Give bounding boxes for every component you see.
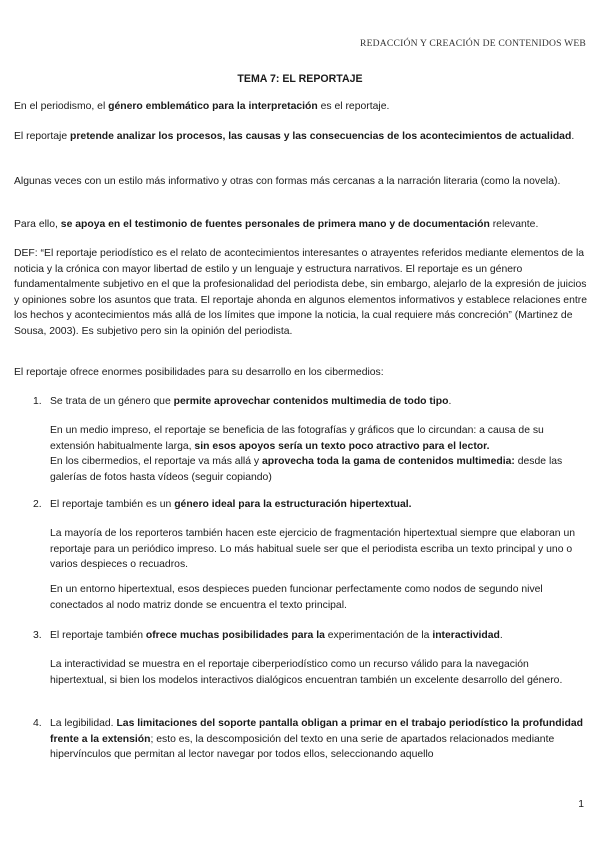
paragraph-sources: Para ello, se apoya en el testimonio de fuentes personales de primera mano y de documentación relevante.: [14, 219, 539, 230]
list-number: 4.: [33, 718, 42, 729]
list-item-paragraph: En un entorno hipertextual, esos despieces pueden funcionar perfectamente como nodos de segundo nivel conectados al nodo matriz donde se encuentra el texto principal.: [50, 584, 543, 611]
paragraph-intro: En el periodismo, el género emblemático para la interpretación es el reportaje.: [14, 101, 390, 112]
paragraph-cybermedia: El reportaje ofrece enormes posibilidades para su desarrollo en los cibermedios:: [14, 367, 384, 378]
list-item-paragraph: La mayoría de los reporteros también hacen este ejercicio de fragmentación hipertextual siempre que elaboran un reportaje para un periódico impreso. Lo más habitual suele ser que el periodista escriba un texto principal y uno o varios despieces o recuadros.: [50, 528, 576, 571]
list-item-paragraph: En un medio impreso, el reportaje se beneficia de las fotografías y gráficos que lo circundan: a causa de su extensión habitualmente larga, sin esos apoyos sería un texto poco atractivo para el lector. En los cibermedios, el reportaje va más allá y aprovecha toda la gama de contenidos multimedia: desde las galerías de fotos hasta vídeos (seguir copiando): [50, 425, 563, 483]
list-item-legibility: La legibilidad. Las limitaciones del soporte pantalla obligan a primar en el trabajo periodístico la profundidad frente a la extensión; esto es, la descomposición del texto en una serie de apartados relacionados mediante hipervínculos que permitan al lector navegar por todos ellos, seleccionando aquello: [50, 718, 583, 761]
list-number: 1.: [33, 396, 42, 407]
page-number: 1: [578, 799, 584, 810]
list-number: 3.: [33, 630, 42, 641]
list-item-interactivity: El reportaje también ofrece muchas posibilidades para la experimentación de la interactividad.: [50, 630, 503, 641]
list-item-multimedia: Se trata de un género que permite aprovechar contenidos multimedia de todo tipo.: [50, 396, 452, 407]
paragraph-style: Algunas veces con un estilo más informativo y otras con formas más cercanas a la narración literaria (como la novela).: [14, 176, 561, 187]
running-header: REDACCIÓN Y CREACIÓN DE CONTENIDOS WEB: [359, 38, 586, 49]
list-item-hypertext: El reportaje también es un género ideal para la estructuración hipertextual.: [50, 499, 412, 510]
list-number: 2.: [33, 499, 42, 510]
paragraph-purpose: El reportaje pretende analizar los procesos, las causas y las consecuencias de los acontecimientos de actualidad.: [14, 131, 575, 142]
paragraph-definition: DEF: “El reportaje periodístico es el relato de acontecimientos interesantes o atrayentes referidos mediante elementos de la noticia y la crónica con mayor libertad de estilo y un lenguaje y estructura narrativos. El reportaje es un género fundamentalmente subjetivo en el que la profesionalidad del periodista debe, sin embargo, alejarlo de la expresión de juicios y opiniones sobre los asuntos que trata. El reportaje ahonda en algunos elementos informativos y establece relaciones entre los hechos y acontecimientos más allá de los límites que impone la noticia, la cual requiere más concreción” (Martinez de Sousa, 2003). Es subjetivo pero sin la opinión del periodista.: [14, 248, 587, 337]
page-title: TEMA 7: EL REPORTAJE: [237, 73, 363, 85]
list-item-paragraph: La interactividad se muestra en el reportaje ciberperiodístico como un recurso válido para la navegación hipertextual, si bien los modelos interactivos dialógicos encuentran también un excelente desarrollo del género.: [50, 659, 563, 686]
